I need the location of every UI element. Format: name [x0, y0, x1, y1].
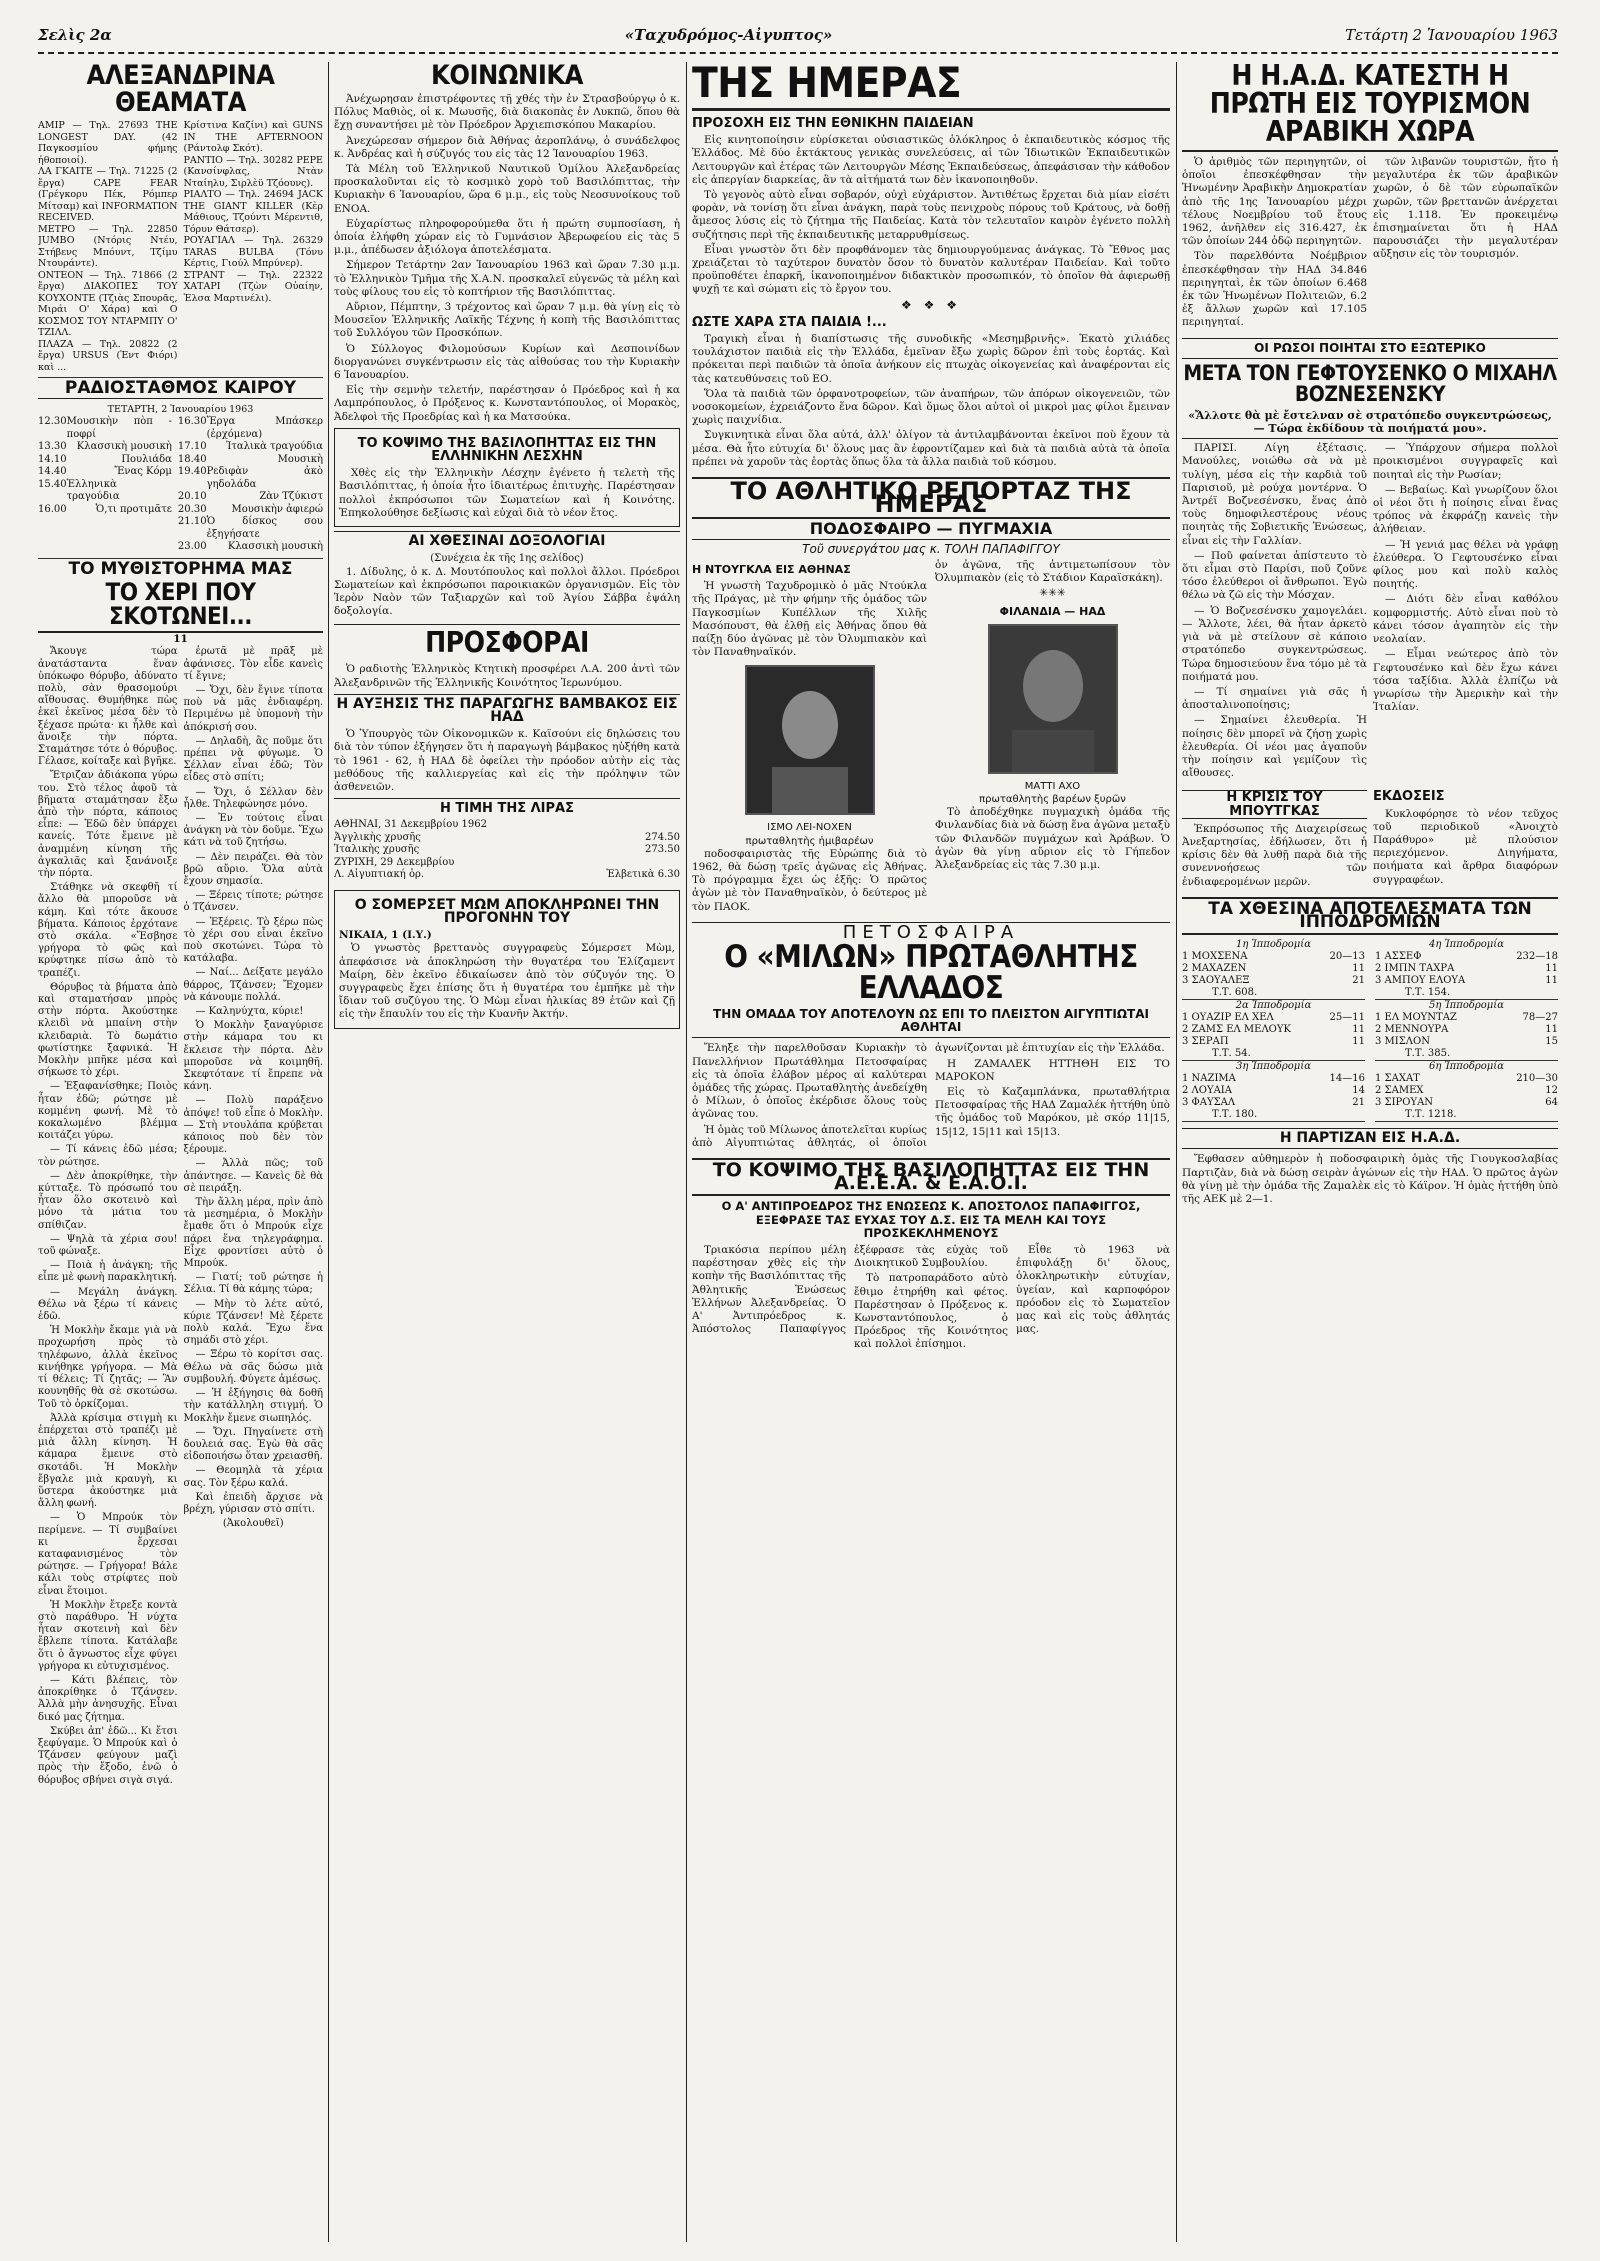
odds: 14—16	[1329, 1073, 1365, 1085]
schedule-row	[178, 441, 323, 454]
race-result	[1375, 1073, 1558, 1085]
paragraph: Εἰς κινητοποίησιν εὑρίσκεται οὐσιαστικῶς ὁλόκληρος ὁ ἐκπαιδευτικὸς κόσμος τῆς Ἑλλάδος. Μὲ δύο ἐκτάκτους γενικὰς συνελεύσεις, αἱ τῶν Ἰδιωτικῶν Ἐκπαιδευτικῶν Λειτουργῶν καὶ ἑτέρας τῶν Λειτουργῶν Μέσης Ἐκπαιδεύσεως, ἀπεφάσισαν τὴν κάθοδον εἰς ἀπεργίαν διαρκείας, ἂν τὰ αἰτήματά των δὲν ἱκανοποιηθοῦν.	[692, 134, 1170, 186]
partizan-heading: Η ΠΑΡΤΙΖΑΝ ΕΙΣ Η.Α.Δ.	[1182, 1128, 1558, 1149]
tourism-text-c: τῶν λιβανῶν τουριστῶν, ἤτο ἡ μεγαλυτέρα ἐκ τῶν ἀραβικῶν χωρῶν, ὁ δὲ τῶν εὐρωπαϊκῶν χωρῶν, τῶν βρεττανῶν ἀνέρχεται εἰς 1.118. Ἐν προκειμένῳ ἐπισημαίνεται ὅτι ἡ ΗΑΔ παρουσιάζει τὴν μεγαλυτέραν αὔξησιν εἰς τὸν τουρισμόν.	[1373, 156, 1558, 261]
theatre-listing: ΣΤΡΑΝΤ — Τηλ. 22322 ΧΑΤΑΡΙ (Τζὼν Οὐαίην, Ἐλσα Μαρτινέλι).	[183, 269, 323, 304]
odds: 15	[1545, 1036, 1558, 1048]
schedule-row	[38, 454, 172, 467]
aeea-text	[692, 1244, 1170, 1352]
social-heading: ΚΟΙΝΩΝΙΚΑ	[431, 62, 583, 91]
paragraph: — Ἡ γενιά μας θέλει νὰ γράφῃ ἐλεύθερα. Ὁ Γεφτουσένκο εἶναι φίλος μου καὶ πολὺ καλὸς ποιητής.	[1373, 538, 1558, 591]
odds: 20—13	[1329, 951, 1365, 963]
children-text	[692, 333, 1170, 469]
paragraph: ΠΑΡΙΣΙ. Λίγη ἐξέτασις. Μανούλες, νοιώθω σὰ νὰ μὲ τυλίγη, μέσα εἰς τὴν καρδιὰ τοῦ Παρισιοῦ, μὲ ρούχα μοντέρνα. Ὁ Ἀντρέϊ Βοζνεσένσκυ, ἕνας ἀπὸ τοὺς δημοφιλεστέρους νέους ποιητὰς τῆς Σοβιετικῆς Ἑνώσεως, εἶναι εἰς τὴν Γαλλίαν.	[1182, 442, 1367, 547]
pound-prices	[334, 819, 680, 882]
schedule-row	[178, 541, 323, 554]
race-result	[1375, 1036, 1558, 1048]
row-label: 14.40	[38, 466, 67, 478]
theatre-listing: Κρίστινα Καζίνι) καὶ GUNS IN THE AFTERNOON (Ράντολφ Σκότ).	[183, 120, 323, 154]
schedule-row	[334, 857, 680, 870]
row-label: 14.10	[38, 453, 67, 465]
cotton-heading: Η ΑΥΞΗΣΙΣ ΤΗΣ ΠΑΡΑΓΩΓΗΣ ΒΑΜΒΑΚΟΣ ΕΙΣ ΗΑΔ	[334, 694, 680, 724]
sports-byline: Τοῦ συνεργάτου μας κ. ΤΟΛΗ ΠΑΠΑΦΙΓΓΟΥ	[802, 541, 1060, 556]
education-text	[692, 134, 1170, 296]
paragraph: Ἡ ὁμὰς τοῦ Μίλωνος ἀποτελεῖται κυρίως ἀπὸ Αἰγυπτιώτας ἀθλητάς, οἱ ὁποῖοι ἀγωνίζονται μὲ ἐπιτυχίαν εἰς τὴν Ἑλλάδα.	[692, 1042, 1165, 1149]
tote-total: Τ.Τ. 180.	[1182, 1109, 1365, 1122]
finland-text: Τὸ ἀποδέχθηκε πυγμαχικὴ ὁμάδα τῆς Φινλανδίας διὰ νὰ δώσῃ ἕνα ἀγῶνα μεταξὺ τῶν Φιλανδῶν πυγμάχων καὶ Ἀράβων. Ὁ ἀγὼν θὰ γίνῃ αὔριον εἰς τὸ Γήπεδον Ἀλεξανδρείας εἰς τὰς 7.30 μ.μ.	[935, 806, 1170, 871]
paragraph: — Ὄχι, ὁ Σέλλαν δὲν ἦλθε. Τηλεφώνησε μόνο.	[183, 786, 323, 810]
dukla-text-2: ποδοσφαιριστὰς τῆς Εὐρώπης διὰ τὸ 1962, θὰ δώσῃ τρεῖς ἀγῶνας εἰς Ἀθήνας. Τὸ πρόγραμμα ἔχει ὡς ἑξῆς: Ὁ πρῶτος ἀγὼν μὲ τὸν Παναθηναϊκὸν, ὁ δεύτερος μὲ τὸν ΠΑΟΚ.	[692, 847, 927, 913]
row-label: Ἀγγλικὴς χρυσῆς	[334, 831, 421, 843]
horse-name: 3 ΑΜΠΟΥ ΕΛΟΥΑ	[1375, 975, 1466, 987]
boxer-portrait-2	[990, 626, 1116, 772]
paragraph: — Ἐν τούτοις εἶναι ἀνάγκη νὰ τὸν δοῦμε. Ἔχω κάτι νὰ τοῦ ζητήσω.	[183, 812, 323, 849]
theatres-list-a	[38, 120, 178, 373]
odds: 210—30	[1516, 1073, 1558, 1085]
sport-lead: ὁν ἀγῶνα, τῆς ἀντιμετωπίσουν τὸν Ὀλυμπιακὸν (εἰς τὸ Στάδιον Καραϊσκάκη).	[935, 558, 1170, 585]
row-label: 16.30	[177, 416, 207, 428]
paragraph: — Ποῦ φαίνεται ἀπίστευτο τὸ ὅτι εἶμαι στὸ Παρίσι, ποῦ ζοῦνε τόσο ἐλεύθεροι οἱ ἄνθρωποι. Ἐγὼ θέλω νὰ ζῶ εἰς τὴν Μόσχαν.	[1182, 549, 1367, 602]
tote-total: Τ.Τ. 608.	[1182, 987, 1365, 1000]
paragraph: — Δὲν πειράζει. Θὰ τὸν βρῶ αὔριο. Ὅλα αὐτὰ ἔχουν σημασία.	[183, 851, 323, 887]
radio-heading: ΡΑΔΙΟΣΤΑΘΜΟΣ ΚΑΙΡΟΥ	[38, 382, 323, 399]
masthead: «Ταχυδρόμος-Αἰγυπτος»	[624, 26, 833, 44]
race-result	[1182, 1085, 1365, 1097]
paragraph: — Δὲν ἀποκρίθηκε, τὴν κύτταξε. Τὸ πρόσωπό του ἦταν ὅλο σκοτεινὸ καὶ μόνο τὰ μάτια του σπίθιζαν.	[38, 1170, 178, 1231]
horse-name: 2 ΜΕΝΝΟΥΡΑ	[1375, 1024, 1449, 1036]
odds: 11	[1352, 963, 1365, 975]
paragraph: Σκύβει ἀπ' ἐδῶ... Κι ἔτσι ξεφύγαμε. Ὁ Μπρούκ καὶ ὁ Τζάνσεν φεύγουν μαζὶ πρὸς τὴν ἔξοδο, ἐνῶ ὁ θόρυβος σβήνει σιγὰ σιγά.	[38, 1725, 178, 1786]
paragraph: — Ὄχι, δὲν ἔγινε τίποτα ποὺ νὰ μᾶς ἐνδιαφέρη. Περιμένω μὲ ὑπομονὴ τὴν ἀπόκρισή σου.	[183, 684, 323, 733]
radio-schedule	[38, 416, 323, 554]
row-label: 19.40	[177, 466, 207, 478]
tote-total: Τ.Τ. 385.	[1375, 1048, 1558, 1061]
horse-name: 2 ΛΟΥΑΙΑ	[1182, 1085, 1232, 1097]
row-value: Ἔργα Μπάσκερ (ἐρχόμενα)	[206, 416, 323, 440]
row-value: Ἰταλικὰ τραγούδια	[226, 441, 323, 453]
paragraph: — Ποιὰ ἡ ἀνάγκη; τῆς εἶπε μὲ φωνὴ παρακλητική.	[38, 1260, 178, 1284]
paragraph: Εἶναι γνωστὸν ὅτι δὲν προφθάνομεν τὰς δημιουργούμενας ἀνάγκας. Τὸ Ἔθνος μας χρειάζεται τὸ ταχύτερον δυνατὸν ὅσον τὸ δυνατὸν καλυτέραν Παιδείαν. Καὶ τοῦτο προϋποθέτει ἐπαρκῆ, ἱκανοποιημένον διδακτικὸν προσωπικόν, τὸ ὁποῖον θὰ ἀφιερωθῇ ψυχῇ τε καὶ σώματι εἰς τὸ ἔργον του.	[692, 243, 1170, 296]
race-heading: 2α Ἱπποδρομία	[1235, 1000, 1312, 1012]
poets-headline: ΜΕΤΑ ΤΟΝ ΓΕΦΤΟΥΣΕΝΚΟ Ο ΜΙΧΑΗΛ ΒΟΖΝΕΣΕΝΣΚΥ	[1183, 360, 1557, 406]
horse-name: 1 ΝΑΖΙΜΑ	[1182, 1073, 1236, 1085]
row-label: 13.30	[38, 441, 67, 453]
race-result	[1375, 1085, 1558, 1097]
horse-name: 3 ΜΙΣΛΟΝ	[1375, 1036, 1430, 1048]
paragraph: Τὴν ἄλλη μέρα, πρὶν ἀπὸ τὰ μεσημέρια, ὁ Μοκλὴν ἔμαθε ὅτι ὁ Μπρούκ εἶχε πάρει ἕνα τηλεγράφημα. Εἶχε φροντίσει αὐτὸ ὁ Μπρούκ.	[183, 1197, 323, 1270]
horse-name: 3 ΣΑΟΥΑΛΕΞ	[1182, 975, 1250, 987]
doxologies-text: 1. Δίδυλης, ὁ κ. Δ. Μουτόπουλος καὶ πολλοὶ ἄλλοι. Πρόεδροι Σωματείων καὶ ἐκπρόσωποι παροικιακῶν ὀργανισμῶν. Εἰς τὸν Ἱερὸν Ναὸν τῶν Ταξιαρχῶν καὶ τοῦ Ἁγίου Σάββα ἐψάλη δοξολογία.	[334, 565, 680, 618]
row-value: Ρεδιφὰν ἀκὸ γηδολάδα	[206, 466, 323, 490]
odds: 11	[1352, 1024, 1365, 1036]
paragraph: — Τί σημαίνει γιὰ σᾶς ἡ ἀποσταλινοποίησις;	[1182, 685, 1367, 712]
schedule-row	[178, 516, 323, 541]
aeea-sub: Ο Α' ΑΝΤΙΠΡΟΕΔΡΟΣ ΤΗΣ ΕΝΩΣΕΩΣ Κ. ΑΠΟΣΤΟΛΟΣ ΠΑΠΑΦΙΓΓΟΣ, ΕΞΕΦΡΑΣΕ ΤΑΣ ΕΥΧΑΣ ΤΟΥ Δ.Σ. ΕΙΣ ΤΑ ΜΕΛΗ ΚΑΙ ΤΟΥΣ ΠΡΟΣΚΕΚΛΗΜΕΝΟΥΣ	[721, 1199, 1141, 1240]
poets-text-a	[1182, 442, 1367, 782]
paragraph: — Ναί... Δείξατε μεγάλο θάρρος, Τζάνσεν; Ἔχομεν νὰ κάνουμε πολλά.	[183, 967, 323, 1003]
paragraph: Θόρυβος τὰ βήματα ἀπὸ καὶ σταματήσαν μπρὸς στὴν πόρτα. Ἀκούστηκε κλειδὶ νὰ μπαίνη στὴν κλειδαριὰ. Τὸ δωμάτιο φωτίστηκε ξαφνικά. Ἡ Μοκλὴν μπῆκε μέσα καὶ σήκωσε τὸ χέρι.	[38, 981, 178, 1079]
dukla-heading: Η ΝΤΟΥΓΚΛΑ ΕΙΣ ΑΘΗΝΑΣ	[692, 562, 851, 576]
row-value: Μουσικὴν ἀφιερώ	[231, 503, 323, 515]
horse-name: 1 ΑΣΣΕΦ	[1375, 951, 1422, 963]
row-value: Μουσικὴν πὸπ - ποφρί	[66, 416, 172, 440]
row-value: Ἔνας Κόρμ	[114, 466, 172, 478]
paragraph: — Ὁ Βοζνεσένσκυ χαμογελάει. — Ἄλλοτε, λέει, θὰ ἦταν ἀρκετὸ γιὰ νὰ μὲ στείλουν σὲ κάποιο στρατόπεδο συγκεντρώσεως. Τώρα δημοσιεύουν ἕνα τόμο μὲ τὰ ποιήματά μου.	[1182, 604, 1367, 683]
poets-text-b	[1373, 442, 1558, 782]
radio-date: ΤΕΤΑΡΤΗ, 2 Ἰανουαρίου 1963	[107, 404, 254, 416]
race-result	[1375, 975, 1558, 987]
row-value: Ἑλβετικὰ 6.30	[606, 869, 680, 881]
tote-total: Τ.Τ. 154.	[1375, 987, 1558, 1000]
maugham-text: Ὁ γνωστὸς βρεττανὸς συγγραφεὺς Σόμερσετ Μὼμ, ἀπεφάσισε νὰ ἀποκληρώση τὴν θυγατέρα του Ἐλίζαμεντ Μαίρη, δὲν ἐκεῖνο ἐδικαίωσεν ἀπὸ τὸν σύζυγόν της. Ὁ συγγραφεὺς ἔχει ἐπίσης ὅτι ἡ θυγατέρα του ἐμπῆκε μὲ τὴν ἴδιαν τοῦ συζύγου της. Ὁ Μὼμ εἶναι ἡλικίας 89 ἐτῶν καὶ ζῇ εἰς τὴν ἔπαυλίν του εἰς τὴν Κυανῆν Ἀκτήν.	[339, 942, 675, 1021]
page-header	[38, 18, 1558, 54]
column-right	[1182, 62, 1558, 2242]
continued-note: (Ἀκολουθεῖ)	[222, 1518, 284, 1530]
odds: 12	[1545, 1085, 1558, 1097]
paragraph: Στάθηκε νὰ σκεφθῆ τί ἄλλο θὰ μποροῦσε νὰ κάμη. Καὶ τότε ἄκουσε βήματα. Κάποιος ἐρχότανε στὸ σκάλα. «Ἔσβησε γρήγορα τὸ φῶς καὶ κρύφτηκε πίσω ἀπὸ τὸ τραπέζι.	[38, 882, 178, 979]
schedule-row	[38, 504, 172, 517]
social-news	[334, 93, 680, 424]
column-rule	[686, 62, 687, 2242]
row-value: Κλασσικὴ μουσικὴ	[227, 541, 323, 553]
horse-name: 1 ΜΟΧΣΕΝΑ	[1182, 951, 1248, 963]
paragraph: — Τί κάνεις ἐδῶ μέσα; τὸν ρώτησε.	[38, 1144, 178, 1168]
paragraph: — Μὴν τὸ λέτε αὐτό, κύριε Τζάνσεν! Μὲ ξέρετε πολὺ καλά. Ἔχω ἕνα σημάδι στὸ χέρι.	[183, 1298, 323, 1347]
row-label: 15.40	[38, 478, 67, 490]
milon-heading: Ο «ΜΙΛΩΝ» ΠΡΩΤΑΘΛΗΤΗΣ ΕΛΛΑΔΟΣ	[724, 938, 1138, 1006]
column-center: ΤΗΣ ΗΜΕΡΑΣ ΠΡΟΣΟΧΗ ΕΙΣ ΤΗΝ ΕΘΝΙΚΗΝ ΠΑΙΔΕΙΑΝ Εἰς κινητοποίησιν εὑρίσκεται οὐσιαστικῶς ὁλόκληρος ὁ ἐκπαιδευτικὸς κόσμος τῆς Ἑλλάδος. Μὲ δύο ἐκτάκτους γενικὰς συνελεύσεις, αἱ τῶν Ἰδιωτικῶν Ἐκπαιδευτικῶν Λειτουργῶν καὶ ἑτέρας τῶν Λειτουργῶν Μέσης Ἐκπαιδεύσεως, ἀπεφάσισαν τὴν κάθοδον εἰς ἀπεργίαν διαρκείας, ἂν τὰ αἰτήματά των δὲν ἱκανοποιηθοῦν. Τὸ γεγονὸς αὐτὸ εἶναι σοβαρόν, οὐχὶ εὐχάριστον. Ἀντιθέτως ἔρχεται διὰ μίαν εἰσέτι φορὰν, νὰ τονίσῃ ὅτι εἶναι ἀνάγκη, παρὰ τοὺς πενιχροὺς πόρους τοῦ Κράτους, νὰ δοθῇ ἄμεσος λύσις εἰς τὸ ζήτημα τῆς Παιδείας. Κατὰ τὸν τελευταῖον καιρὸν ἐγένετο πολλὴ συζήτησις περὶ τῆς ἐκπαιδευτικῆς μεταρρυθμίσεως. Εἶναι γνωστὸν ὅτι δὲν προφθάνομεν τὰς δημιουργούμενας ἀνάγκας. Τὸ Ἔθνος μας χρειάζεται τὸ ταχύτερον δυνατὸν ὅσον τὸ δυνατὸν καλυτέραν Παιδείαν. Καὶ τοῦτο προϋποθέτει ἐπαρκῆ, ἱκανοποιημένον διδακτικὸν προσωπικόν, τὸ ὁποῖον θὰ ἀφιερωθῇ ψυχῇ τε καὶ σώματι εἰς τὸ ἔργον του. ❖ ❖ ❖ ΩΣΤΕ ΧΑΡΑ ΣΤΑ ΠΑΙΔΙΑ !... Τραγικὴ εἶναι ἡ διαπίστωσις τῆς συνοδικῆς «Μεσημβρινῆς». Ἑκατὸ χιλιάδες τουλάχιστον παιδιὰ εἰς τὴν Ἑλλάδα, ἐμεῖναν ἔξω χωρὶς δῶρον ἐπὶ τοὺς ἑορτάς. Καὶ πρόκειται περὶ παιδιῶν τὰ ὁποῖα ἀνήκουν εἰς πτωχὰς οἰκογενείας καὶ ἀναφέρονται εἰς τὰς κατευθύνσεις τοῦ ΕΟ. Ὅλα τὰ παιδιὰ τῶν ὀρφανοτροφείων, τῶν ἀναπήρων, τῶν ἀπόρων οἰκογενειῶν, τῶν νοσοκομείων, ἐχρειάζοντο ἕνα δῶρον. Καὶ ὅμως ὅλοι αὐτοὶ οἱ μικροὶ μας φίλοι ἔμειναν χωρὶς παιχνίδια. Συγκινητικὰ εἶναι ὅλα αὐτά, ἀλλ' ὀλίγον τὰ ἀντιλαμβάνονται ἐκεῖνοι ποὺ ἔχουν τὰ μέσα. Θὰ ἦτο εὐτυχία δι' ὅλους μας ἂν ἐφροντίζαμεν καὶ διὰ τὰ παιδιὰ αὐτὰ τὰ ὁποῖα πρέπει νὰ χαροῦν τὰς ἑορτὰς ὅπως ὅλα τὰ ἄλλα παιδιὰ τοῦ κόσμου. ΤΟ ΑΘΛΗΤΙΚΟ ΡΕΠΟΡΤΑΖ ΤΗΣ ΗΜΕΡΑΣ ΠΟΔΟΣΦΑΙΡΟ — ΠΥΓΜΑΧΙΑ Τοῦ συνεργάτου μας κ. ΤΟΛΗ ΠΑΠΑΦΙΓΓΟΥ Η ΝΤΟΥΓΚΛΑ ΕΙΣ ΑΘΗΝΑΣ Ἡ γνωστὴ Ταχυδρομικὸ ὁ μᾶς Ντούκλα τῆς Πράγας, μὲ τὴν φήμην τῆς ὁμάδος τῶν Παγκοσμίων Κυπέλλων τῆς Χιλῆς Μασόπουστ, θὰ ἐλθῇ εἰς Ἀθήνας ὅπου θὰ παίξῃ δύο ἀγῶνας μὲ τὸν Ὀλυμπιακὸν καὶ τὸν Παναθηναϊκόν. ΙΣΜΟ ΛΕΙ-ΝΟΧΕΝ πρωταθλητὴς ἡμιβαρέων ποδοσφαιριστὰς τῆς Εὐρώπης διὰ τὸ 1962, θὰ δώσῃ τρεῖς ἀγῶνας εἰς Ἀθήνας. Τὸ πρόγραμμα ἔχει ὡς ἑξῆς: Ὁ πρῶτος ἀγὼν μὲ τὸν Παναθηναϊκὸν, ὁ δεύτερος μὲ τὸν ΠΑΟΚ. ὁν ἀγῶνα, τῆς ἀντιμετωπίσουν τὸν Ὀλυμπιακὸν (εἰς τὸ Στάδιον Καραϊσκάκη). ✳✳✳ ΦΙΛΑΝΔΙΑ — ΗΑΔ ΜΑΤΤΙ ΑΧΟ πρωταθλητὴς βαρέων ξυρῶν Τὸ ἀποδέχθηκε πυγμαχικὴ ὁμάδα τῆς Φινλανδίας διὰ νὰ δώσῃ ἕνα ἀγῶνα μεταξὺ τῶν Φιλανδῶν πυγμάχων καὶ Ἀράβων. Ὁ ἀγὼν θὰ γίνῃ αὔριον εἰς τὸ Γήπεδον Ἀλεξανδρείας εἰς τὰς 7.30 μ.μ. ΠΕΤΟΣΦΑΙΡΑ Ο «ΜΙΛΩΝ» ΠΡΩΤΑΘΛΗΤΗΣ ΕΛΛΑΔΟΣ ΤΗΝ ΟΜΑΔΑ ΤΟΥ ΑΠΟΤΕΛΟΥΝ ΩΣ ΕΠΙ ΤΟ ΠΛΕΙΣΤΟΝ ΑΙΓΥΠΤΙΩΤΑΙ ΑΘΛΗΤΑΙ Ἔληξε τὴν παρελθοῦσαν Κυριακὴν τὸ Πανελλήνιον Πρωτάθλημα Πετοσφαίρας εἰς τὰ ὁποῖα ἐλάβον μέρος αἱ καλύτεραι ὁμάδες τῆς χώρας. Πρωταθλητὴς ἀνεδείχθη ὁ Μίλων, ὁ ὁποῖος ἐκέρδισε ὅλους τοὺς ἀγῶνας του. Ἡ ὁμὰς τοῦ Μίλωνος ἀποτελεῖται κυρίως ἀπὸ Αἰγυπτιώτας ἀθλητάς, οἱ ὁποῖοι ἀγωνίζονται μὲ ἐπιτυχίαν εἰς τὴν Ἑλλάδα. Η ΖΑΜΑΛΕΚ ΗΤΤΗΘΗ ΕΙΣ ΤΟ ΜΑΡΟΚΟΝ Εἰς τὸ Καζαμπλάνκα, πρωταθλήτρια Πετοσφαίρας τῆς ΗΑΔ Ζαμαλέκ ἡττήθη ὑπὸ τῆς ὁμάδος τοῦ Μαρόκου, μὲ σκόρ 11|15, 15|12, 15|11 καὶ 15|13. ΤΟ ΚΟΨΙΜΟ ΤΗΣ ΒΑΣΙΛΟΠΗΤΤΑΣ ΕΙΣ ΤΗΝ Α.Ε.Ε.Α. & Ε.Α.Ο.Ι. Ο Α' ΑΝΤΙΠΡΟΕΔΡΟΣ ΤΗΣ ΕΝΩΣΕΩΣ Κ. ΑΠΟΣΤΟΛΟΣ ΠΑΠΑΦΙΓΓΟΣ, ΕΞΕΦΡΑΣΕ ΤΑΣ ΕΥΧΑΣ ΤΟΥ Δ.Σ. ΕΙΣ ΤΑ ΜΕΛΗ ΚΑΙ ΤΟΥΣ ΠΡΟΣΚΕΚΛΗΜΕΝΟΥΣ Τριακόσια περίπου μέλη παρέστησαν χθὲς εἰς τὴν κοπὴν τῆς Βασιλόπιττας τῆς Ἀθλητικῆς Ἑνώσεως Ἑλλήνων Ἀλεξανδρείας. Ὁ Α' Ἀντιπρόεδρος κ. Ἀπόστολος Παπαφίγγος ἐξέφρασε τὰς εὐχὰς τοῦ Διοικητικοῦ Συμβουλίου. Τὸ πατροπαράδοτο αὐτὸ ἔθιμο ἐτηρήθη καὶ φέτος. Παρέστησαν ὁ Πρόξενος κ. Κωνσταντόπουλος, ὁ Πρόεδρος τῆς Κοινότητος καὶ πολλοὶ ἐπίσημοι. Εἶθε τὸ 1963 νὰ ἐπιφυλάξῃ δι' ὅλους, ὁλοκληρωτικὴν εὐτυχίαν, ὑγείαν, καὶ καρποφόρον πρόοδον εἰς τὸ Σωματεῖον μας καὶ εἰς τοὺς ἀθλητάς μας.	[692, 62, 1170, 1351]
column-left	[38, 62, 323, 2242]
theatres-heading: ΑΛΕΞΑΝΔΡΙΝΑ ΘΕΑΜΑΤΑ	[86, 62, 275, 118]
row-value: Πουλιάδα	[121, 453, 172, 465]
horse-name: 1 ΟΥΑΖΙΡ ΕΛ ΧΕΛ	[1182, 1012, 1274, 1024]
novel-text-b	[184, 646, 324, 1788]
races-results	[1182, 939, 1558, 1122]
paragraph: Αὔριον, Πέμπτην, 3 τρέχοντος καὶ ὥραν 7 μ.μ. θὰ γίνῃ εἰς τὸ Μουσεῖον Ἑλληνικῆς Λαϊκῆς Τέχνης ἡ κοπὴ τῆς Βασιλόπιττας τοῦ Συλλόγου τῶν Προσκόπων.	[334, 301, 680, 340]
paragraph: — Ὄχι. Πηγαίνετε στὴ δουλειά σας. Ἐγὼ θὰ σᾶς εἰδοποιήσω ὅταν χρειασθῆ.	[183, 1426, 323, 1463]
race-result	[1182, 1097, 1365, 1109]
schedule-row	[38, 466, 172, 479]
issue-date: Τετάρτη 2 Ἰανουαρίου 1963	[1345, 26, 1558, 44]
row-value: Ὁ,τι προτιμᾶτε	[95, 503, 172, 515]
paragraph: Σήμερον Τετάρτην 2αν Ἰανουαρίου 1963 καὶ ὥραν 7.30 μ.μ. τὸ Ἑλληνικὸν Τμῆμα τῆς Χ.Α.Ν. προσκαλεῖ εὐγενῶς τὰ μέλη καὶ τοὺς φίλους του εἰς τὸ κοπτήριον τῆς Βασιλόπιττας.	[334, 259, 680, 298]
race-heading: 4η Ἱπποδρομία	[1429, 939, 1504, 951]
paragraph: — Μεγάλη ἀνάγκη. Θέλω νὰ ξέρω τί κάνεις ἐδῶ.	[38, 1286, 178, 1323]
race-result	[1375, 951, 1558, 963]
sports-sub: ΠΟΔΟΣΦΑΙΡΟ — ΠΥΓΜΑΧΙΑ	[692, 522, 1170, 539]
schedule-row	[334, 844, 680, 857]
race-result	[1375, 1012, 1558, 1024]
paragraph: Ἀνέχωρησαν ἐπιστρέφοντες τῇ χθές τὴν ἐν Στρασβούργῳ ὁ κ. Πόλυς Μαθιὸς, οἱ κ. Μωυσῆς, διὰ διακοπὰς ἐν Λυκπῶ, ὅπου θὰ ἔχῃ συναντήσει μὲ τὸν Πρόεδρον Ἀρχιεπισκόπου Μακαρίου.	[334, 93, 680, 132]
race-result	[1182, 1012, 1365, 1024]
odds: 21	[1352, 1097, 1365, 1109]
dukla-text: Ἡ γνωστὴ Ταχυδρομικὸ ὁ μᾶς Ντούκλα τῆς Πράγας, μὲ τὴν φήμην τῆς ὁμάδος τῶν Παγκοσμίων Κυπέλλων τῆς Χιλῆς Μασόπουστ, θὰ ἐλθῇ εἰς Ἀθήνας ὅπου θὰ παίξῃ δύο ἀγῶνας μὲ τὸν Ὀλυμπιακὸν καὶ τὸν Παναθηναϊκόν.	[692, 580, 927, 659]
odds: 78—27	[1522, 1012, 1558, 1024]
paragraph: — Σημαίνει ἐλευθερία. Ἡ ποίησις δὲν μπορεῖ νὰ ζήσῃ χωρὶς ἐλευθερία. Οἱ νέοι μας ἀγαποῦν τὴν ποίησιν καὶ γεμίζουν τὶς αἴθουσες.	[1182, 714, 1367, 780]
paragraph: — Θεομηλὰ τὰ χέρια σας. Τὸν ξέρω καλά.	[183, 1465, 323, 1489]
theatre-listing: ΡΙΑΛΤΟ — Τηλ. 24694 JACK THE GIANT KILLER (Κὲρ Μάθιους, Τζούντι Μέρεντιθ, Τόρυν Θάτσερ).	[183, 189, 323, 235]
boxer-caption-2: ΜΑΤΤΙ ΑΧΟ πρωταθλητὴς βαρέων ξυρῶν	[979, 780, 1126, 805]
paragraph: — Ξέρω τὸ κορίτσι σας. Θέλω νὰ σᾶς δώσω μιὰ συμβουλή. Φύγετε ἀμέσως.	[183, 1349, 323, 1385]
theatre-listing: ΑΜΙΡ — Τηλ. 27693 THE LONGEST DAY. (42 Παγκοσμίου φήμης ἠθοποιοί).	[38, 120, 178, 166]
milon-text	[692, 1042, 1170, 1150]
schedule-row	[38, 416, 172, 441]
row-label: Ἰταλικὴς χρυσῆς	[334, 844, 420, 856]
horse-name: 2 ΜΑΧΑΖΕΝ	[1182, 963, 1247, 975]
paragraph: Συγκινητικὰ εἶναι ὅλα αὐτά, ἀλλ' ὀλίγον τὰ ἀντιλαμβάνονται ἐκεῖνοι ποὺ ἔχουν τὰ μέσα. Θὰ ἦτο εὐτυχία δι' ὅλους μας ἂν ἐφροντίζαμεν καὶ διὰ τὰ παιδιὰ αὐτὰ τὰ ὁποῖα πρέπει νὰ χαροῦν τὰς ἑορτὰς ὅπως ὅλα τὰ ἄλλα παιδιὰ τοῦ κόσμου.	[692, 429, 1170, 468]
row-label: 16.00	[38, 503, 67, 515]
vasilopita-text: Χθὲς εἰς τὴν Ἑλληνικὴν Λέσχην ἐγένετο ἡ τελετὴ τῆς Βασιλόπιττας, ἡ ὁποία ἦτο ἰδιαιτέρως ἐπιτυχὴς. Παρέστησαν πολλοὶ ἐκπρόσωποι τῶν Σωματείων καὶ ἡ Κοινότης. Ἐπηκολούθησε δεξίωσις καὶ εὐχαὶ διὰ τὸ νέον ἔτος.	[339, 467, 675, 519]
race-result	[1182, 963, 1365, 975]
paragraph: — Ὑπάρχουν σήμερα πολλοὶ προικισμένοι συγγραφεῖς καὶ ποιηταὶ εἰς τὴν Ρωσίαν;	[1373, 442, 1558, 481]
doxologies-heading: ΑΙ ΧΘΕΣΙΝΑΙ ΔΟΞΟΛΟΓΙΑΙ	[334, 531, 680, 548]
odds: 21	[1352, 975, 1365, 987]
row-label: ΖΥΡΙΧΗ, 29 Δεκεμβρίου	[334, 856, 455, 868]
schedule-row	[38, 479, 172, 504]
races-heading: ΤΑ ΧΘΕΣΙΝΑ ΑΠΟΤΕΛΕΣΜΑΤΑ ΤΩΝ ΙΠΠΟΔΡΟΜΙΩΝ	[1182, 897, 1558, 935]
race-heading: 3η Ἱπποδρομία	[1236, 1061, 1311, 1073]
horse-name: 2 ΖΑΜΣ ΕΛ ΜΕΛΟΥΚ	[1182, 1024, 1291, 1036]
paragraph: Τὸ πατροπαράδοτο αὐτὸ ἔθιμο ἐτηρήθη καὶ φέτος. Παρέστησαν ὁ Πρόξενος κ. Κωνσταντόπουλος, ὁ Πρόεδρος τῆς Κοινότητος καὶ πολλοὶ ἐπίσημοι.	[854, 1272, 1008, 1351]
paragraph: — Εἶμαι νεώτερος ἀπὸ τὸν Γεφτουσένκο καὶ δὲν ἔχω κάνει τόσα ταξίδια. Ἀλλὰ ἐλπίζω νὰ γνωρίσω τὴν Ἀμερικὴν καὶ τὴν Ἰταλίαν.	[1373, 648, 1558, 714]
tote-total: Τ.Τ. 54.	[1182, 1048, 1365, 1061]
race-heading: 1η Ἱπποδρομία	[1236, 939, 1311, 951]
paragraph: Ὅλα τὰ παιδιὰ τῶν ὀρφανοτροφείων, τῶν ἀναπήρων, τῶν ἀπόρων οἰκογενειῶν, τῶν νοσοκομείων, ἐχρειάζοντο ἕνα δῶρον. Καὶ ὅμως ὅλοι αὐτοὶ οἱ μικροὶ μας φίλοι ἔμειναν χωρὶς παιχνίδια.	[692, 387, 1170, 427]
theatre-listing: ΡΟΥΑΓΙΑΛ — Τηλ. 26329 TARAS BULBA (Τόνυ Κέρτις, Γιούλ Μπρύνερ).	[183, 235, 323, 269]
theatre-listing: ΟΝΤΕΟΝ — Τηλ. 71866 (2 ἔργα) ΔΙΑΚΟΠΕΣ ΤΟΥ ΚΟΥΧΟΝΤΕ (Τζιὰς Σπουρᾶς, Μιράι Ο' Χάρα) καὶ Ο ΚΟΣΜΟΣ ΤΟΥ ΝΤΑΡΜΠΥ Ο' ΤΖΙΛΛ.	[38, 269, 178, 338]
paragraph: Εἶθε τὸ 1963 νὰ ἐπιφυλάξῃ δι' ὅλους, ὁλοκληρωτικὴν εὐτυχίαν, ὑγείαν, καὶ καρποφόρον πρόοδον εἰς τὸ Σωματεῖον μας καὶ εἰς τοὺς ἀθλητάς μας.	[1016, 1243, 1170, 1336]
odds: 25—11	[1329, 1012, 1365, 1024]
tourism-text-b: Τὸν παρελθόντα Νοέμβριον ἐπεσκέφθησαν τὴν ΗΑΔ 34.846 περιηγηταὶ, ἐκ τῶν ὁποίων 6.468 ἐκ τῶν Ἡνωμένων Πολιτειῶν, 6.2 ἐξ ἄλλων χωρῶν καὶ 17.105 περιηγηταί.	[1182, 250, 1367, 329]
race-result	[1375, 963, 1558, 975]
boxer-photo-1	[745, 665, 875, 815]
row-value: Μουσικὴ	[277, 453, 323, 465]
theatre-listing: ΜΕΤΡΟ — Τηλ. 22850 JUMBO (Ντόρις Ντέυ, Στήβενς Μπόυντ, Τζίμυ Ντουράντε).	[38, 223, 178, 269]
schedule-row	[38, 441, 172, 454]
paragraph: Ἡ Μοκλὴν ἔτρεξε κοντὰ στὸ παράθυρο. Ἡ νύχτα ἦταν σκοτεινὴ καὶ δὲν ἔβλεπε τίποτα. Κατάλαβε ὅτι ὁ ἄγνωστος εἶχε φύγει γρήγορα κι εὐτυχισμένος.	[38, 1599, 178, 1672]
row-value: Ὁ δίσκος σου ἐξηγήσατε	[206, 516, 323, 540]
race-result	[1182, 1024, 1365, 1036]
paragraph: Ἔληξε τὴν παρελθοῦσαν Κυριακὴν τὸ Πανελλήνιον Πρωτάθλημα Πετοσφαίρας εἰς τὰ ὁποῖα ἐλάβον μέρος αἱ καλύτεραι ὁμάδες τῆς χώρας. Πρωταθλητὴς ἀνεδείχθη ὁ Μίλων, ὁ ὁποῖος ἐκέρδισε ὅλους τοὺς ἀγῶνας του.	[692, 1042, 927, 1121]
paragraph: — Ἡ ἐξήγησις θὰ δοθῆ τὴν κατάλληλη στιγμή. Ὁ Μοκλὴν ἔμενε σιωπηλός.	[183, 1388, 323, 1424]
race-result	[1182, 951, 1365, 963]
schedule-row	[334, 819, 680, 832]
row-label: 20.10	[177, 491, 207, 503]
schedule-row	[178, 466, 323, 491]
paragraph: Ἄκουγε τώρα ἀνατάσταντα ἕναν ὑπόκωφο θόρυβο, ἀδύνατο πολὺ, σὰν θρασομούρι αἴθουσας. Θυμήθηκε πὼς ἐκεῖ ἐκεῖνος μέσα δὲν τὸ ξέχασε πρώτα· κι ἦλθε καὶ ἄνοιξε τὴν πόρτα. Σταμάτησε τότε ὁ θόρυβος. Γέλασε, κοίταξε καὶ βγῆκε.	[38, 646, 178, 768]
publications-text: Κυκλοφόρησε τὸ νέον τεῦχος τοῦ περιοδικοῦ «Ἀνοιχτὸ Παράθυρο» μὲ πλούσιον περιεχόμενον. Διηγήματα, ποιήματα καὶ ἄρθρα διαφόρων συγγραφέων.	[1373, 807, 1558, 886]
pound-heading: Η ΤΙΜΗ ΤΗΣ ΛΙΡΑΣ	[334, 798, 680, 815]
column-social	[334, 62, 680, 2242]
boxer-portrait-1	[747, 667, 873, 813]
schedule-row	[334, 869, 680, 882]
race-result	[1182, 975, 1365, 987]
paragraph: Ἀλλὰ κρίσιμα στιγμὴ κι ἐπέρχεται στὸ τραπέζι μὲ μιὰ ἄλλη κίνηση. Ἡ κάμαρα ἔμεινε στὸ σκοτάδι. Ἡ Μοκλὴν ἔβγαλε μιὰ κραυγὴ, κι ὕστερα ἀκούστηκε μιὰ ἄλλη φωνή.	[38, 1412, 178, 1510]
paragraph: — Ἐξέρεις. Τὸ ξέρω πὼς τὸ χέρι σου εἶναι ἐκεῖνο ποὺ σκοτώνει. Τώρα τὸ κατάλαβα.	[183, 916, 323, 965]
paragraph: Καὶ ἐπειδὴ ἄρχισε νὰ βρέχη, γύρισαν στὸ σπίτι.	[183, 1491, 323, 1515]
odds: 11	[1545, 975, 1558, 987]
paragraph: Εἰς τὴν σεμνὴν τελετήν, παρέστησαν ὁ Πρόεδρος καὶ ἡ κα Λαμπρόπουλος, ὁ Πρόξενος κ. Κωνσταντόπουλος, οἱ Μορακὸς, Ἀδελφοὶ τῆς Προεδρίας καὶ ἡ κα Ματσούκα.	[334, 384, 680, 423]
horse-name: 3 ΦΑΥΣΑΛ	[1182, 1097, 1236, 1109]
paragraph: Ἡ Μοκλὴν ἔκαμε γιὰ νὰ προχωρήση πρὸς τὸ τηλέφωνο, ἀλλὰ ἐκεῖνος κινήθηκε γρήγορα. — Μὰ τί θέλεις; Τί ζητᾶς; — Ἂν κουνηθῆς θὰ σὲ σκοτώσω. Τοῦ τὸ ὁρκίζομαι.	[38, 1325, 178, 1410]
children-heading: ΩΣΤΕ ΧΑΡΑ ΣΤΑ ΠΑΙΔΙΑ !...	[692, 314, 887, 330]
odds: 64	[1545, 1097, 1558, 1109]
paragraph: Ὁ Σύλλογος Φιλομούσων Κυρίων καὶ Δεσποινίδων διοργανώνει συγκέντρωσιν εἰς τὰς αἰθούσας του τὴν Κυριακὴν 6 Ἰανουαρίου.	[334, 342, 680, 382]
odds: 232—18	[1516, 951, 1558, 963]
crisis-heading: Η ΚΡΙΣΙΣ ΤΟΥ ΜΠΟΥΤΓΚΑΣ	[1182, 790, 1367, 818]
vasilopita-heading: ΤΟ ΚΟΨΙΜΟ ΤΗΣ ΒΑΣΙΛΟΠΗΤΤΑΣ ΕΙΣ ΤΗΝ ΕΛΛΗΝΙΚΗΝ ΛΕΣΧΗΝ	[357, 435, 657, 465]
row-value: Ἑλληνικὰ τραγούδια	[66, 478, 120, 503]
odds: 11	[1545, 1024, 1558, 1036]
schedule-row	[178, 504, 323, 517]
cotton-text: Ὁ Ὑπουργὸς τῶν Οἰκονομικῶν κ. Καϊσούνι εἰς δηλώσεις του διὰ τὸν τύπον ἐξήγησεν ὅτι ἡ παραγωγὴ βάμβακος ηὐξήθη κατὰ τὸ 1961 - 62, ἡ ΗΑΔ δὲ ὀφείλει τὴν πρόοδον αὐτὴν εἰς τὰς μεθόδους τῆς καλλιεργείας καὶ εἰς τὴν πρόληψιν τῶν ἀσθενειῶν.	[334, 728, 680, 793]
horse-name: 1 ΣΑΧΑΤ	[1375, 1073, 1420, 1085]
row-value: Ζὰν Τζύκιστ	[259, 491, 323, 503]
row-label: 21.10	[177, 516, 207, 528]
paragraph: Εὐχαρίστως πληροφορούμεθα ὅτι ἡ πρώτη συμποσίαση, ἡ ὁποία ἐλήφθη χώραν εἰς τὸ Γυμνάσιον Ἀβερωφείου εἰς τὰς 5 μ.μ., ἀπέδωσεν ἀξιόλογα ἀποτελέσματα.	[334, 217, 680, 257]
sports-heading: ΤΟ ΑΘΛΗΤΙΚΟ ΡΕΠΟΡΤΑΖ ΤΗΣ ΗΜΕΡΑΣ	[692, 477, 1170, 519]
education-heading: ΠΡΟΣΟΧΗ ΕΙΣ ΤΗΝ ΕΘΝΙΚΗΝ ΠΑΙΔΕΙΑΝ	[692, 116, 974, 131]
maugham-dateline: ΝΙΚΑΙΑ, 1 (Ι.Υ.)	[339, 929, 432, 942]
odds: 14	[1352, 1085, 1365, 1097]
crisis-text: Ἐκπρόσωπος τῆς Διαχειρίσεως Ἀνεξαρτησίας, ἐδήλωσεν, ὅτι ἡ κρίσις δὲν θὰ λυθῇ παρὰ διὰ τῆς συνεννοήσεως τῶν ἐνδιαφερομένων μερῶν.	[1182, 822, 1367, 888]
row-label: 23.00	[177, 541, 207, 553]
page-number: Σελὶς 2α	[38, 26, 112, 44]
theatre-listing: ΡΑΝΤΙΟ — Τηλ. 30282 PEPE (Κανσίνφλας, Ντὰν Νταίηλυ, Σιρλὲϋ Τζόουνς).	[183, 154, 323, 189]
offers-text: Ὁ ραδιοτὴς Ἐλληνικὸς Κτητικὴ προσφέρει Λ.Α. 200 ἀντὶ τῶν Ἀλεξανδρινῶν τῆς Ἑλληνικῆς Κοινότητος Ἱερωνύμου.	[334, 663, 680, 689]
row-label: Λ. Αἰγυπτιακή ὁρ.	[334, 869, 425, 881]
row-value: 274.50	[645, 831, 680, 843]
race-heading: 6η Ἱπποδρομία	[1429, 1061, 1504, 1073]
paragraph: Ἔτριζαν ἀδιάκοπα γύρω του. Στὸ τέλος ἀφοῦ τὰ βῆματα σταμάτησαν ἔξω ἀπὸ τὴν πόρτα, κάποιος εἶπε: — Ἐδῶ δὲν ὑπάρχει κανείς. Τότε ἔμεινε μὲ ἀναμμένη κίνηση τῆς ἀγκαλιᾶς καὶ ξανάνοιξε τὴν πόρτα.	[38, 770, 178, 879]
paragraph: — Ξέρεις τίποτε; ρώτησε ὁ Τζάνσεν.	[183, 890, 323, 914]
tourism-headline: Η Η.Α.Δ. ΚΑΤΕΣΤΗ Η ΠΡΩΤΗ ΕΙΣ ΤΟΥΡΙΣΜΟΝ ΑΡΑΒΙΚΗ ΧΩΡΑ	[1182, 62, 1558, 152]
row-value: 273.50	[645, 844, 680, 856]
row-label: 18.40	[177, 453, 207, 465]
paragraph: — Δηλαδὴ, ἂς ποῦμε ὅτι πρέπει νὰ φύγωμε. Ὁ Σέλλαν εἶναι ἐδῶ; Τὸν εἶδες στὸ σπίτι;	[183, 735, 323, 784]
row-label: 17.10	[177, 441, 207, 453]
horse-name: 3 ΣΙΡΟΥΑΝ	[1375, 1097, 1434, 1109]
schedule-row	[334, 832, 680, 845]
schedule-row	[178, 491, 323, 504]
horse-name: 3 ΣΕΡΑΠ	[1182, 1036, 1229, 1048]
horse-name: 2 ΣΑΜΕΧ	[1375, 1085, 1424, 1097]
day-heading: ΤΗΣ ΗΜΕΡΑΣ	[692, 62, 1170, 111]
paragraph: — Ὁ Μπρούκ τὸν περίμενε. — Τί συμβαίνει κι ἔρχεσαι καταφανισμένος τὸν ρώτησε. — Γρήγορα! Βάλε κάλι τοὺς στρίφτες ποὺ εἶναι ἕτοιμοι.	[38, 1512, 178, 1597]
odds: 11	[1352, 1036, 1365, 1048]
paragraph: — Ἀλλὰ πῶς; τοῦ ἀπάντησε. — Κανεὶς δὲ θὰ σὲ πειράξη.	[183, 1158, 323, 1194]
maugham-heading: Ο ΣΟΜΕΡΣΕΤ ΜΩΜ ΑΠΟΚΛΗΡΩΝΕΙ ΤΗΝ ΠΡΟΓΟΝΗΝ ΤΟΥ	[354, 896, 660, 927]
paragraph: ἐρωτᾶ μὲ πρᾶξ μὲ ἀφάνισες. Τὸν εἶδε κανεὶς τί ἔγινε;	[183, 646, 323, 682]
novel-title: ΤΟ ΧΕΡΙ ΠΟΥ ΣΚΟΤΩΝΕΙ...	[38, 580, 323, 633]
poets-quote: «Ἄλλοτε θὰ μὲ ἔστελναν σὲ στρατόπεδο συγκεντρώσεως, — Τώρα ἐκδίδουν τὰ ποιήματά μου».	[1182, 409, 1558, 439]
paragraph: Τὸ γεγονὸς αὐτὸ εἶναι σοβαρόν, οὐχὶ εὐχάριστον. Ἀντιθέτως ἔρχεται διὰ μίαν εἰσέτι φορὰν, νὰ τονίσῃ ὅτι εἶναι ἀνάγκη, παρὰ τοὺς πενιχροὺς πόρους τοῦ Κράτους, νὰ δοθῇ ἄμεσος λύσις εἰς τὸ ζήτημα τῆς Παιδείας. Κατὰ τὸν τελευταῖον καιρὸν ἐγένετο πολλὴ συζήτησις περὶ τῆς ἐκπαιδευτικῆς μεταρρυθμίσεως.	[692, 189, 1170, 241]
paragraph: Τραγικὴ εἶναι ἡ διαπίστωσις τῆς συνοδικῆς «Μεσημβρινῆς». Ἑκατὸ χιλιάδες τουλάχιστον παιδιὰ εἰς τὴν Ἑλλάδα, ἐμεῖναν ἔξω χωρὶς δῶρον ἐπὶ τοὺς ἑορτάς. Καὶ πρόκειται περὶ παιδιῶν τὰ ὁποῖα ἀνήκουν εἰς πτωχὰς οἰκογενείας καὶ ἀναφέρονται εἰς τὰς κατευθύνσεις τοῦ ΕΟ.	[692, 333, 1170, 385]
row-label: 20.30	[177, 503, 207, 515]
race-result	[1182, 1036, 1365, 1048]
theatre-listing: ΛΑ ΓΚΑΙΤΕ — Τηλ. 71225 (2 ἔργα) CAPE FEAR (Γρέγκορυ Πέκ, Ρόμπερ Μίτσαμ) καὶ INFORMATION RECEIVED.	[38, 166, 178, 223]
partizan-text: Ἔφθασεν αὐθημερὸν ἡ ποδοσφαιρικὴ ὁμὰς τῆς Γιουγκοσλαβίας Παρτιζὰν, διὰ νὰ δώσῃ σειρὰν ἀγώνων εἰς τὴν ΗΑΔ. Ὁ πρῶτος ἀγὼν θὰ γίνῃ μὲ τὴν ὁμάδα τῆς Ζαμαλὲκ εἰς τὸ Κάϊρον. Ἡ ὁμὰς ἡττήθη ὑπὸ τῆς ΑΕΚ μὲ 2—1.	[1182, 1153, 1558, 1205]
race-heading: 5η Ἱπποδρομία	[1429, 1000, 1504, 1012]
paragraph: Ὁ Μοκλὴν ξαναγύρισε στὴν κάμαρα του κι ἔκλεισε τὴν πόρτα. Δὲν μποροῦσε νὰ κοιμηθῆ. Σκεφτότανε τί ἔπρεπε νὰ κάνη.	[183, 1020, 323, 1093]
tote-total: Τ.Τ. 1218.	[1375, 1109, 1558, 1122]
paragraph: — Κάτι βλέπεις, τὸν ἀποκρίθηκε ὁ Τζάνσεν. Ἀλλὰ μὴν ἀνησυχῆς. Εἶναι δικό μας ζήτημα.	[38, 1674, 178, 1723]
column-rule	[328, 62, 329, 2242]
paragraph: Τριακόσια περίπου μέλη παρέστησαν χθὲς εἰς τὴν κοπὴν τῆς Βασιλόπιττας τῆς Ἀθλητικῆς Ἑνώσεως Ἑλλήνων Ἀλεξανδρείας. Ὁ Α' Ἀντιπρόεδρος κ. Ἀπόστολος Παπαφίγγος ἐξέφρασε τὰς εὐχὰς τοῦ Διοικητικοῦ Συμβουλίου.	[692, 1243, 1008, 1336]
schedule-row	[178, 416, 323, 441]
paragraph: Τὰ Μέλη τοῦ Ἑλληνικοῦ Ναυτικοῦ Ὁμίλου Ἀλεξανδρείας προσκαλοῦνται εἰς τὸ κοσμικὸ χορὸ τοῦ Βασιλόπιττας, τὴν Κυριακὴν 6 Ἰανουαρίου, ὥρα 6 μ.μ., εἰς τοὺς Νεοσυνοίκους τοῦ ΕΝΟΑ.	[334, 163, 680, 215]
paragraph: — Διότι δὲν εἶναι καθόλου κομφορμιστής. Αὐτὸ εἶναι ποὺ τὸ κάνει τόσον ἀγαπητὸν εἰς τὴν νεολαίαν.	[1373, 593, 1558, 646]
tourism-text-a: Ὁ ἀριθμὸς τῶν περιηγητῶν, οἱ ὁποῖοι ἐπεσκέφθησαν τὴν Ἡνωμένην Ἀραβικὴν Δημοκρατίαν ἀπὸ τῆς 1ης Ἰανουαρίου μέχρι τέλους Νοεμβρίου τοῦ ἔτους 1962, ἀνῆλθεν εἰς 316.427, ἐκ τῶν ὁποίων 244 ὁδῷ περιηγητῶν.	[1182, 156, 1367, 248]
novel-kicker: ΤΟ ΜΥΘΙΣΤΟΡΗΜΑ ΜΑΣ	[68, 558, 293, 579]
row-value: Κλασσικὴ μουσικὴ	[76, 441, 172, 453]
row-label: ΑΘΗΝΑΙ, 31 Δεκεμβρίου 1962	[334, 819, 487, 831]
boxer-caption-1: ΙΣΜΟ ΛΕΙ-ΝΟΧΕΝ πρωταθλητὴς ἡμιβαρέων	[745, 822, 874, 847]
horse-name: 1 ΕΛ ΜΟΥΝΤΑΖ	[1375, 1012, 1457, 1024]
race-result	[1375, 1024, 1558, 1036]
volleyball-kicker: ΠΕΤΟΣΦΑΙΡΑ	[692, 922, 1170, 939]
row-label: 12.30	[38, 416, 67, 428]
paragraph: Η ΖΑΜΑΛΕΚ ΗΤΤΗΘΗ ΕΙΣ ΤΟ ΜΑΡΟΚΟΝ	[935, 1057, 1170, 1083]
novel-chapter: 11	[173, 633, 188, 646]
theatres-list-b	[184, 120, 324, 373]
boxer-photo-2	[988, 624, 1118, 774]
paragraph: — Γιατί; τοῦ ρώτησε ἡ Σέλια. Τί θὰ κάμης τώρα;	[183, 1272, 323, 1296]
paragraph: — Καληνύχτα, κύριε!	[195, 1006, 304, 1017]
newspaper-page	[38, 18, 1558, 2243]
paragraph: — Πολὺ παράξενο ἀπόψε! τοῦ εἶπε ὁ Μοκλὴν. — Στὴ ντουλάπα κρύβεται κάποιος ποὺ δὲν τὸν ξέρουμε.	[183, 1095, 323, 1156]
finland-heading: ΦΙΛΑΝΔΙΑ — ΗΑΔ	[999, 604, 1106, 618]
publications-heading: ΕΚΔΟΣΕΙΣ	[1373, 789, 1445, 805]
schedule-row	[178, 454, 323, 467]
milon-sub: ΤΗΝ ΟΜΑΔΑ ΤΟΥ ΑΠΟΤΕΛΟΥΝ ΩΣ ΕΠΙ ΤΟ ΠΛΕΙΣΤΟΝ ΑΙΓΥΠΤΙΩΤΑΙ ΑΘΛΗΤΑΙ	[692, 1008, 1170, 1038]
doxologies-sub: (Συνέχεια ἐκ τῆς 1ης σελίδος)	[430, 553, 584, 565]
paragraph: — Ψηλὰ τὰ χέρια σου! τοῦ φώναξε.	[38, 1233, 178, 1258]
race-result	[1375, 1097, 1558, 1109]
theatre-listing: ΠΛΑΖΑ — Τηλ. 20822 (2 ἔργα) URSUS (Ἐντ Φιόρι) καὶ ...	[38, 338, 178, 373]
horse-name: 2 ΙΜΠΝ ΤΑΧΡΑ	[1375, 963, 1455, 975]
paragraph: — Βεβαίως. Καὶ γνωρίζουν ὅλοι οἱ νέοι ὅτι ἡ ποίησις εἶναι ἕνας τρόπος νὰ ἐκφράζῃ κανεὶς τὴν ἀλήθειαν.	[1373, 483, 1558, 536]
offers-heading: ΠΡΟΣΦΟΡΑΙ	[334, 624, 680, 657]
aeea-heading: ΤΟ ΚΟΨΙΜΟ ΤΗΣ ΒΑΣΙΛΟΠΗΤΤΑΣ ΕΙΣ ΤΗΝ Α.Ε.Ε.Α. & Ε.Α.Ο.Ι.	[692, 1158, 1170, 1196]
paragraph: Εἰς τὸ Καζαμπλάνκα, πρωταθλήτρια Πετοσφαίρας τῆς ΗΑΔ Ζαμαλέκ ἡττήθη ὑπὸ τῆς ὁμάδος τοῦ Μαρόκου, μὲ σκόρ 11|15, 15|12, 15|11 καὶ 15|13.	[935, 1085, 1170, 1138]
poets-kicker: ΟΙ ΡΩΣΟΙ ΠΟΙΗΤΑΙ ΣΤΟ ΕΞΩΤΕΡΙΚΟ	[1182, 338, 1558, 359]
novel-text-a	[38, 646, 178, 1788]
odds: 11	[1545, 963, 1558, 975]
race-result	[1182, 1073, 1365, 1085]
paragraph: Ἀνεχώρεσαν σήμερον διὰ Ἀθήνας ἀεροπλάνῳ, ὁ συνάδελφος κ. Ἀνδρέας καὶ ἡ σύζυγός του εἰς τὰς 12 Ἰανουαρίου 1963.	[334, 134, 680, 160]
paragraph: — Ἐξαφανίσθηκε; Ποιὸς ἦταν ἐδῶ; ρώτησε μὲ κομμένη φωνή. Μὲ τὸ κοκαλωμένο βλέμμα κοιτάζει γύρω.	[38, 1081, 178, 1142]
column-rule	[1176, 62, 1177, 2242]
